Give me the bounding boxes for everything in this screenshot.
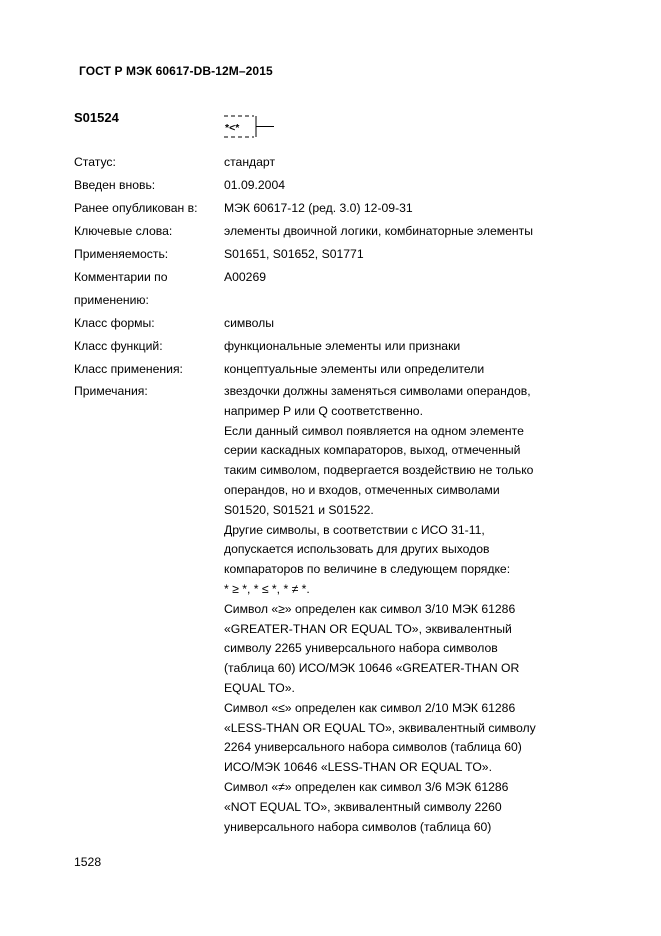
notes-label: Примечания: xyxy=(74,384,148,398)
notes-line: допускается использовать для других выходов xyxy=(224,542,490,557)
field-label xyxy=(74,266,222,311)
field-value: S01651, S01652, S01771 xyxy=(224,247,364,261)
symbol-code: S01524 xyxy=(74,110,119,125)
notes-line: Другие символы, в соответствии с ИСО 31-11, xyxy=(224,522,485,537)
field-value: концептуальные элементы или определители xyxy=(224,362,485,376)
field-label: Класс применения: xyxy=(74,362,183,376)
notes-line: Символ «≥» определен как символ 3/10 МЭК 61286 xyxy=(224,601,516,616)
field-label: Класс функций: xyxy=(74,339,163,353)
notes-line: EQUAL TO». xyxy=(224,680,295,695)
page-number: 1528 xyxy=(74,855,102,869)
field-label: Ключевые слова: xyxy=(74,224,173,238)
notes-line: (таблица 60) ИСО/МЭК 10646 «GREATER-THAN OR xyxy=(224,661,520,676)
notes-line: * ≥ *, * ≤ *, * ≠ *. xyxy=(224,581,310,596)
field-label: Введен вновь: xyxy=(74,178,156,192)
notes-line: универсального набора символов (таблица 60) xyxy=(224,819,492,834)
field-label: Применяемость: xyxy=(74,247,169,261)
field-value: функциональные элементы или признаки xyxy=(224,339,461,353)
notes-line: компараторов по величине в следующем порядке: xyxy=(224,562,511,577)
notes-line: «NOT EQUAL TO», эквивалентный символу 2260 xyxy=(224,799,502,814)
notes-line: операндов, но и входов, отмеченных символами xyxy=(224,482,500,497)
notes-text xyxy=(224,382,569,837)
field-value: 01.09.2004 xyxy=(224,178,285,192)
notes-line: «LESS-THAN OR EQUAL TO», эквивалентный символу xyxy=(224,720,536,735)
notes-line: символу 2265 универсального набора символов xyxy=(224,641,498,656)
field-label: Ранее опубликован в: xyxy=(74,201,198,215)
notes-line: S01520, S01521 и S01522. xyxy=(224,502,374,517)
field-label-line1: Комментарии по xyxy=(74,270,168,284)
field-label-line2: применению: xyxy=(74,292,149,307)
field-label: Класс формы: xyxy=(74,316,155,330)
notes-line: 2264 универсального набора символов (таблица 60) xyxy=(224,740,522,755)
notes-line: Символ «≤» определен как символ 2/10 МЭК 61286 xyxy=(224,700,516,715)
notes-line: например P или Q соответственно. xyxy=(224,403,423,418)
field-value: A00269 xyxy=(224,270,267,284)
field-label: Статус: xyxy=(74,155,116,169)
notes-line: Символ «≠» определен как символ 3/6 МЭК 61286 xyxy=(224,779,509,794)
notes-line: звездочки должны заменяться символами операндов, xyxy=(224,384,531,398)
symbol-glyph: *<* xyxy=(225,122,240,134)
symbol-graphic xyxy=(222,114,276,147)
notes-line: Если данный символ появляется на одном элементе xyxy=(224,423,524,438)
field-value: символы xyxy=(224,316,274,330)
field-value: стандарт xyxy=(224,155,276,169)
field-value: элементы двоичной логики, комбинаторные элементы xyxy=(224,224,533,238)
notes-line: таким символом, подвергается воздействию не только xyxy=(224,463,534,478)
notes-line: серии каскадных компараторов, выход, отмеченный xyxy=(224,443,521,458)
notes-line: ИСО/МЭК 10646 «LESS-THAN OR EQUAL TO». xyxy=(224,760,492,775)
field-value: МЭК 60617-12 (ред. 3.0) 12-09-31 xyxy=(224,201,413,215)
notes-line: «GREATER-THAN OR EQUAL TO», эквивалентный xyxy=(224,621,512,636)
document-header: ГОСТ Р МЭК 60617-DB-12M–2015 xyxy=(79,64,273,78)
